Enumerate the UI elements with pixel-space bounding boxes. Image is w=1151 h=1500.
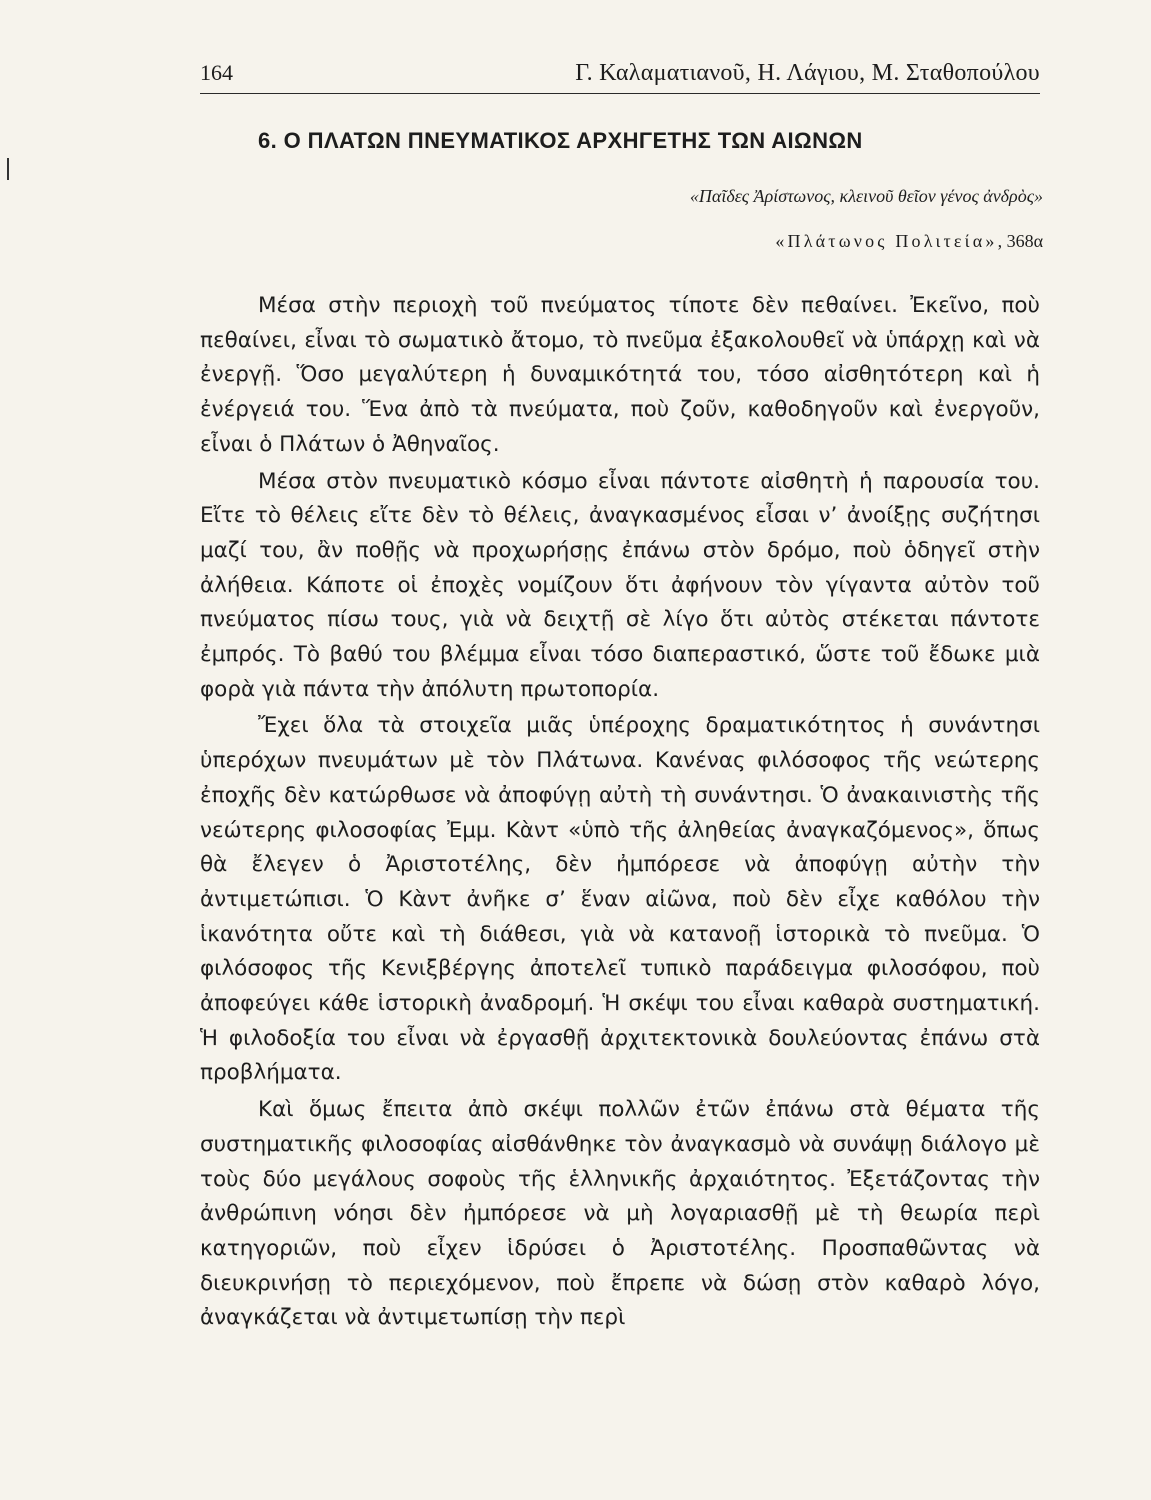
paragraph: Καὶ ὅμως ἔπειτα ἀπὸ σκέψι πολλῶν ἐτῶν ἐπάνω στὰ θέματα τῆς συστηματικῆς φιλοσοφίας αἰσθάνθηκε τὸν ἀναγκασμὸ νὰ συνάψῃ διάλογο μὲ τοὺς δύο μεγάλους σοφοὺς τῆς ἑλληνικῆς ἀρχαιότητος. Ἐξετάζοντας τὴν ἀνθρώπινη νόησι δὲν ἠμπόρεσε νὰ μὴ λογαριασθῇ μὲ τὴ θεωρία περὶ κατηγοριῶν, ποὺ εἶχεν ἱδρύσει ὁ Ἀριστοτέλης. Προσπαθῶντας νὰ διευκρινήσῃ τὸ περιεχόμενον, ποὺ ἔπρεπε νὰ δώσῃ στὸν καθαρὸ λόγο, ἀναγκάζεται νὰ ἀντιμετωπίσῃ τὴν περὶ: [200, 1097, 1040, 1331]
epigraph-source-reference: , 368α: [997, 231, 1043, 251]
header-rule: [200, 93, 1040, 94]
paragraph: Μέσα στὴν περιοχὴ τοῦ πνεύματος τίποτε δὲν πεθαίνει. Ἐκεῖνο, ποὺ πεθαίνει, εἶναι τὸ σωματικὸ ἄτομο, τὸ πνεῦμα ἐξακολουθεῖ νὰ ὑπάρχῃ καὶ νὰ ἐνεργῇ. Ὅσο μεγαλύτερη ἡ δυναμικότητά του, τόσο αἰσθητότερη καὶ ἡ ἐνέργειά του. Ἕνα ἀπὸ τὰ πνεύματα, ποὺ ζοῦν, καθοδηγοῦν καὶ ἐνεργοῦν, εἶναι ὁ Πλάτων ὁ Ἀθηναῖος.: [200, 293, 1040, 457]
body-text: [200, 289, 1040, 1338]
margin-mark: [7, 158, 9, 180]
paragraph: Ἔχει ὅλα τὰ στοιχεῖα μιᾶς ὑπέροχης δραματικότητος ἡ συνάντησι ὑπερόχων πνευμάτων μὲ τὸν Πλάτωνα. Κανένας φιλόσοφος τῆς νεώτερης ἐποχῆς δὲν κατώρθωσε νὰ ἀποφύγῃ αὐτὴ τὴ συνάντησι. Ὁ ἀνακαινιστὴς τῆς νεώτερης φιλοσοφίας Ἐμμ. Κὰντ «ὑπὸ τῆς ἀληθείας ἀναγκαζόμενος», ὅπως θὰ ἔλεγεν ὁ Ἀριστοτέλης, δὲν ἠμπόρεσε νὰ ἀποφύγῃ αὐτὴν τὴν ἀντιμετώπισι. Ὁ Κὰντ ἀνῆκε σ’ ἕναν αἰῶνα, ποὺ δὲν εἶχε καθόλου τὴν ἱκανότητα οὔτε καὶ τὴ διάθεσι, γιὰ νὰ κατανοῇ ἱστορικὰ τὸ πνεῦμα. Ὁ φιλόσοφος τῆς Κενιξβέργης ἀποτελεῖ τυπικὸ παράδειγμα φιλοσόφου, ποὺ ἀποφεύγει κάθε ἱστορικὴ ἀναδρομή. Ἡ σκέψι του εἶναι καθαρὰ συστηματική. Ἡ φιλοδοξία του εἶναι νὰ ἐργασθῇ ἀρχιτεκτονικὰ δουλεύοντας ἐπάνω στὰ προβλήματα.: [200, 713, 1040, 1086]
epigraph-quote: «Παῖδες Ἀρίστωνος, κλεινοῦ θεῖον γένος ἀνδρὸς»: [689, 186, 1043, 206]
running-head: [200, 54, 1040, 94]
running-head-authors: Γ. Καλαματιανοῦ, Η. Λάγιου, Μ. Σταθοπούλου: [575, 60, 1040, 86]
epigraph-source: [775, 231, 1043, 252]
page-number: 164: [200, 60, 233, 85]
chapter-title: 6. Ο ΠΛΑΤΩΝ ΠΝΕΥΜΑΤΙΚΟΣ ΑΡΧΗΓΕΤΗΣ ΤΩΝ ΑΙΩΝΩΝ: [258, 128, 863, 153]
paragraph: Μέσα στὸν πνευματικὸ κόσμο εἶναι πάντοτε αἰσθητὴ ἡ παρουσία του. Εἴτε τὸ θέλεις εἴτε δὲν τὸ θέλεις, ἀναγκασμένος εἶσαι ν’ ἀνοίξῃς συζήτησι μαζί του, ἂν ποθῇς νὰ προχωρήσῃς ἐπάνω στὸν δρόμο, ποὺ ὁδηγεῖ στὴν ἀλήθεια. Κάποτε οἱ ἐποχὲς νομίζουν ὅτι ἀφήνουν τὸν γίγαντα αὐτὸν τοῦ πνεύματος πίσω τους, γιὰ νὰ δειχτῇ σὲ λίγο ὅτι αὐτὸς στέκεται πάντοτε ἐμπρός. Τὸ βαθύ του βλέμμα εἶναι τόσο διαπεραστικό, ὥστε τοῦ ἔδωκε μιὰ φορὰ γιὰ πάντα τὴν ἀπόλυτη πρωτοπορία.: [200, 468, 1040, 702]
epigraph-source-title: «Πλάτωνος Πολιτεία»: [775, 231, 998, 251]
